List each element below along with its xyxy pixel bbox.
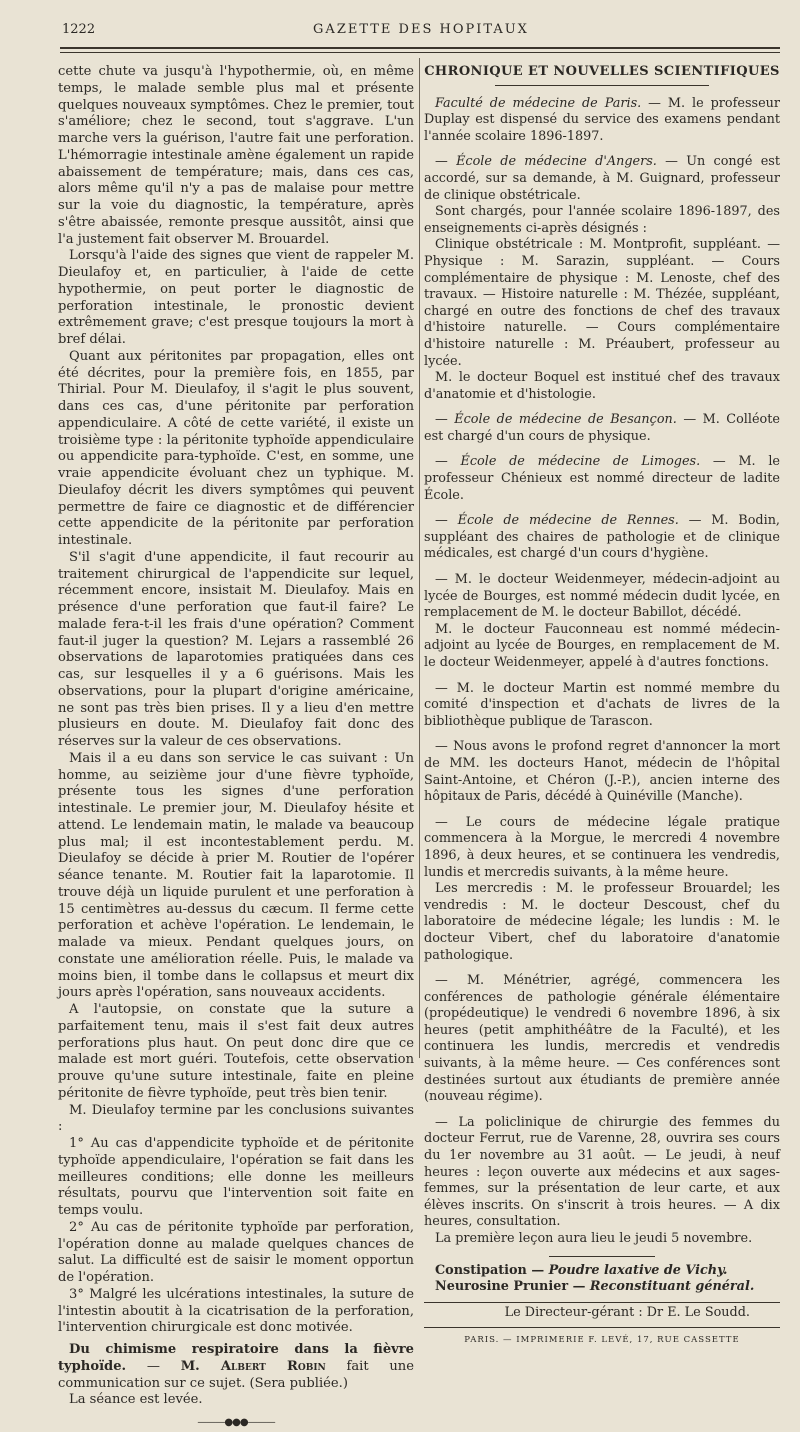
news-item (424, 572, 780, 622)
chimisme-rest: fait une communication sur ce sujet. (Sera publiée.) (58, 1358, 414, 1391)
news-item (424, 739, 780, 805)
ads-rule (549, 1256, 656, 1257)
news-item-text: Clinique obstétricale : M. Montprofit, suppléant. — Physique : M. Sarazin, suppléant. — Cours complémentaire de physique : M. Lenoste, chef des travaux. — Histoire naturelle : M. Thézée, suppléant, chargé en outre des fonctions de chef des travaux d'histoire naturelle. — Cours complémentaire d'histoire naturelle : M. Préaubert, professeur au lycée. (424, 237, 780, 369)
printer-rule (424, 1327, 780, 1328)
news-item-lead: — École de médecine de Besançon. (435, 412, 677, 428)
news-item-text: — Le cours de médecine légale pratique commencera à la Morgue, le mercredi 4 novembre 1896, à deux heures, et se continuera les vendredis, lundis et mercredis suivants, à la même heure. (424, 814, 780, 880)
news-item (424, 881, 780, 964)
news-item (424, 815, 780, 881)
news-item (424, 412, 780, 445)
news-item (424, 1115, 780, 1231)
page-header (62, 22, 780, 42)
ad-name: Constipation (435, 1262, 527, 1278)
news-item-text: — M. le professeur Chénieux est nommé directeur de ladite École. (424, 454, 781, 503)
news-item-text: — M. le docteur Martin est nommé membre du comité d'inspection et d'achats de livres de la bibliothèque publique de Tarascon. (424, 680, 780, 729)
news-item (424, 370, 780, 403)
news-item (424, 96, 780, 146)
news-items (424, 96, 780, 1248)
running-title: GAZETTE DES HOPITAUX (313, 22, 529, 37)
news-item-text: Les mercredis : M. le professeur Brouardel; les vendredis : M. le docteur Descoust, chef du laboratoire de médecine légale; les lundis : M. le docteur Vibert, chef du laboratoire d'anatomie pathologique. (424, 881, 780, 963)
news-item-text: — Un congé est accordé, sur sa demande, à M. Guignard, professeur de clinique obstétricale. (424, 154, 780, 203)
page-number: 1222 (62, 22, 96, 37)
paragraph: 2° Au cas de péritonite typhoïde par perforation, l'opération donne au malade quelques chances de salut. La difficulté est de saisir le moment opportun de l'opération. (58, 1219, 414, 1285)
section-rule (495, 85, 709, 86)
news-item-text: La première leçon aura lieu le jeudi 5 novembre. (435, 1231, 753, 1246)
paragraph: M. Dieulafoy termine par les conclusions suivantes : (58, 1102, 414, 1135)
news-item-text: — M. Colléote est chargé d'un cours de physique. (424, 412, 780, 444)
news-item-lead: — École de médecine de Limoges. (435, 454, 701, 470)
printer-line: PARIS. — IMPRIMERIE F. LEVÉ, 17, RUE CASSETTE (464, 1335, 740, 1346)
news-item-lead: — École de médecine de Rennes. (435, 513, 679, 529)
news-item-lead: Faculté de médecine de Paris. (435, 95, 642, 111)
news-item (424, 154, 780, 204)
paragraph: 1° Au cas d'appendicite typhoïde et de péritonite typhoïde appendiculaire, l'opération se fait dans les meilleures conditions; elle donne les meilleurs résultats, pourvu que l'intervention soit faite en temps voulu. (58, 1136, 414, 1218)
ad-constipation: Constipation — Poudre laxative de Vichy. (435, 1262, 728, 1278)
ad-neurosine: Neurosine Prunier — Reconstituant général. (435, 1279, 755, 1295)
news-item-text: M. le docteur Boquel est institué chef des travaux d'anatomie et d'histologie. (424, 370, 780, 402)
chimisme-title: Du chimisme respiratoire dans la fièvre typhoïde. (58, 1342, 414, 1374)
news-item-text: — M. le professeur Duplay est dispensé du service des examens pendant l'année scolaire 1896-1897. (424, 95, 781, 144)
director-rule (424, 1302, 780, 1303)
news-item-text: M. le docteur Fauconneau est nommé médecin-adjoint au lycée de Bourges, en remplacement de M. le docteur Weidenmeyer, appelé à d'autres fonctions. (424, 621, 780, 670)
news-item (424, 1231, 780, 1248)
paragraph: Quant aux péritonites par propagation, elles ont été décrites, pour la première fois, en 1855, par Thirial. Pour M. Dieulafoy, il s'agit le plus souvent, dans ces cas, d'une péritonite par perforation appendiculaire. A côté de cette variété, il existe un troisième type : la péritonite typhoïde appendiculaire ou appendicite para-typhoïde. C'est, en somme, une vraie appendicite évoluant chez un typhique. M. Dieulafoy décrit les divers symptômes qui peuvent permettre de faire ce diagnostic et de différencier cette appendicite de la péritonite par perforation intestinale. (58, 348, 414, 548)
news-item-text: Sont chargés, pour l'année scolaire 1896-1897, des enseignements ci-après désignés : (424, 204, 780, 236)
chimisme-dash: — (126, 1358, 181, 1374)
news-item (424, 454, 780, 504)
news-item (424, 973, 780, 1106)
chimisme-author: M. Albert Robin (180, 1358, 326, 1374)
paragraph: 3° Malgré les ulcérations intestinales, la suture de l'intestin aboutit à la cicatrisation de la perforation, l'intervention chirurgicale est donc motivée. (58, 1286, 414, 1336)
news-item-lead: — École de médecine d'Angers. (435, 154, 657, 170)
director-line: Le Directeur-gérant : Dr E. Le Soudd. (504, 1304, 750, 1320)
closing-line: La séance est levée. (69, 1392, 203, 1408)
news-item (424, 237, 780, 370)
right-column (424, 64, 780, 1349)
news-item (424, 513, 780, 563)
left-column (58, 64, 414, 1432)
paragraph: Lorsqu'à l'aide des signes que vient de rappeler M. Dieulafoy et, en particulier, à l'aide de cette hypothermie, on peut porter le diagnostic de perforation intestinale, le pronostic devient extrêmement grave; c'est presque toujours la mort à bref délai. (58, 248, 414, 347)
news-item-text: — M. Ménétrier, agrégé, commencera les conférences de pathologie générale élémentaire (propédeutique) le vendredi 6 novembre 1896, à six heures (petit amphithéâtre de la Faculté), et les continuera les lundis, mercredis et vendredis suivants, à la même heure. — Ces conférences sont destinées surtout aux étudiants de première année (nouveau régime). (424, 973, 780, 1105)
ad-desc: Reconstituant général. (589, 1279, 755, 1295)
header-rule (60, 47, 780, 49)
news-item (424, 681, 780, 731)
ad-name: Neurosine Prunier (435, 1279, 569, 1295)
news-item-text: — M. Bodin, suppléant des chaires de pathologie et de clinique médicales, est chargé d'un cours d'hygiène. (424, 513, 780, 562)
paragraph: Mais il a eu dans son service le cas suivant : Un homme, au seizième jour d'une fièvre typhoïde, présente tous les signes d'une perforation intestinale. Le premier jour, M. Dieulafoy hésite et attend. Le lendemain matin, le malade va beaucoup plus mal; il est incontestablement perdu. M. Dieulafoy se décide à prier M. Routier de l'opérer séance tenante. M. Routier fait la laparotomie. Il trouve déjà un liquide purulent et une perforation à 15 centimètres au-dessus du cæcum. Il ferme cette perforation et achève l'opération. Le lendemain, le malade va mieux. Pendant quelques jours, on constate une amélioration réelle. Puis, le malade va moins bien, il tombe dans le collapsus et meurt dix jours après l'opération, sans nouveaux accidents. (58, 750, 414, 1001)
news-item-text: — La policlinique de chirurgie des femmes du docteur Ferrut, rue de Varenne, 28, ouvrira ses cours du 1er novembre au 31 août. — Le jeudi, à neuf heures : leçon ouverte aux médecins et aux sages-femmes, sur la présentation de leur carte, et aux élèves inscrits. On s'inscrit à trois heures. — A dix heures, consultation. (424, 1114, 780, 1230)
header-rule-thin (60, 52, 780, 53)
chimisme-paragraph (58, 1342, 414, 1392)
paragraph: cette chute va jusqu'à l'hypothermie, où, en même temps, le malade semble plus mal et présente quelques nouveaux symptômes. Chez le premier, tout s'améliore; chez le second, tout s'aggrave. L'un marche vers la guérison, l'autre fait une perforation. L'hémorragie intestinale amène également un rapide abaissement de température; mais, dans ces cas, alors même qu'il n'y a pas de malaise pour mettre sur la voie du diagnostic, la température, après s'être abaissée, remonte presque aussitôt, ainsi que l'a justement fait observer M. Brouardel. (58, 64, 414, 247)
section-title: CHRONIQUE ET NOUVELLES SCIENTIFIQUES (424, 64, 780, 79)
ad-desc: Poudre laxative de Vichy. (548, 1262, 728, 1278)
news-item-text: — Nous avons le profond regret d'annoncer la mort de MM. les docteurs Hanot, médecin de l'hôpital Saint-Antoine, et Chéron (J.-P.), ancien interne des hôpitaux de Paris, décédé à Quinéville (Manche). (424, 739, 780, 805)
news-item-text: — M. le docteur Weidenmeyer, médecin-adjoint au lycée de Bourges, est nommé médecin dudit lycée, en remplacement de M. le docteur Babillot, décédé. (424, 572, 780, 621)
column-divider (419, 58, 420, 1058)
paragraph: A l'autopsie, on constate que la suture a parfaitement tenu, mais il s'est fait deux autres perforations plus haut. On peut donc dire que ce malade est mort guéri. Toutefois, cette observation prouve qu'une suture intestinale, faite en pleine péritonite de fièvre typhoïde, peut très bien tenir. (58, 1002, 414, 1101)
news-item (424, 204, 780, 237)
ornament-divider: ———●●●——— (197, 1417, 275, 1428)
news-item (424, 622, 780, 672)
paragraph: S'il s'agit d'une appendicite, il faut recourir au traitement chirurgical de l'appendicite sur lequel, récemment encore, insistait M. Dieulafoy. Mais en présence d'une perforation que faut-il faire? Le malade fera-t-il les frais d'une opération? Comment faut-il juger la question? M. Lejars a rassemblé 26 observations de laparotomies pratiquées dans ces cas, sur lesquelles il y a 6 guérisons. Mais les observations, pour la plupart d'origine américaine, ne sont pas très bien prises. Il y a lieu d'en mettre plusieurs en doute. M. Dieulafoy fait donc des réserves sur la valeur de ces observations. (58, 549, 414, 749)
